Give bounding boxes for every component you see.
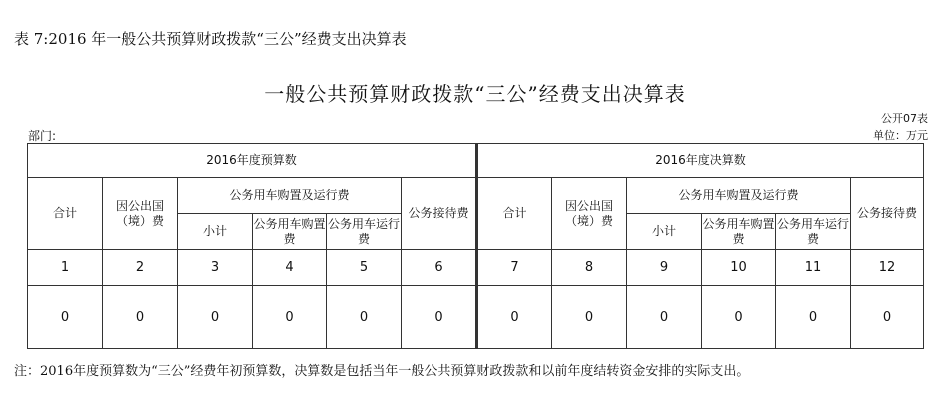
column-number: 2: [103, 250, 178, 286]
column-number: 5: [327, 250, 402, 286]
column-number: 9: [627, 250, 702, 286]
value-cell: 0: [28, 286, 103, 349]
column-number: 1: [28, 250, 103, 286]
column-header-row: [28, 178, 924, 214]
budget-vehicle-group-header: 公务用车购置及运行费: [178, 178, 402, 214]
final-group-header: 2016年度决算数: [477, 144, 924, 178]
budget-vehicle-purchase-header: 公务用车购置费: [253, 214, 327, 250]
final-vehicle-purchase-header: 公务用车购置费: [702, 214, 776, 250]
budget-total-header: 合计: [28, 178, 103, 250]
budget-subtotal-header: 小计: [178, 214, 253, 250]
final-total-header: 合计: [477, 178, 552, 250]
form-code: 公开07表: [881, 112, 928, 125]
value-cell: 0: [327, 286, 402, 349]
page-title: 一般公共预算财政拨款“三公”经费支出决算表: [264, 82, 686, 106]
value-cell: 0: [776, 286, 851, 349]
value-cell: 0: [253, 286, 327, 349]
value-cell: 0: [477, 286, 552, 349]
budget-vehicle-operation-header: 公务用车运行费: [327, 214, 402, 250]
value-cell: 0: [552, 286, 627, 349]
value-row: [28, 286, 924, 349]
group-header-row: [28, 144, 924, 178]
column-number: 6: [402, 250, 477, 286]
value-cell: 0: [702, 286, 776, 349]
department-label: 部门:: [28, 129, 57, 143]
value-cell: 0: [178, 286, 253, 349]
column-number: 7: [477, 250, 552, 286]
value-cell: 0: [103, 286, 178, 349]
document-heading: 表 7:2016 年一般公共预算财政拨款“三公”经费支出决算表: [14, 30, 407, 48]
column-number-row: [28, 250, 924, 286]
final-abroad-header: 因公出国（境）费: [552, 178, 627, 250]
column-number: 12: [851, 250, 924, 286]
budget-group-header: 2016年度预算数: [28, 144, 477, 178]
footnote: 注：2016年度预算数为“三公”经费年初预算数，决算数是包括当年一般公共预算财政拨款和以前年度结转资金安排的实际支出。: [14, 364, 750, 379]
budget-abroad-header: 因公出国（境）费: [103, 178, 178, 250]
expenditure-table: [27, 143, 924, 349]
final-vehicle-group-header: 公务用车购置及运行费: [627, 178, 851, 214]
budget-reception-header: 公务接待费: [402, 178, 477, 250]
value-cell: 0: [627, 286, 702, 349]
value-cell: 0: [851, 286, 924, 349]
final-vehicle-operation-header: 公务用车运行费: [776, 214, 851, 250]
unit-label: 单位：万元: [873, 129, 928, 142]
column-number: 3: [178, 250, 253, 286]
column-number: 8: [552, 250, 627, 286]
value-cell: 0: [402, 286, 477, 349]
final-subtotal-header: 小计: [627, 214, 702, 250]
column-number: 4: [253, 250, 327, 286]
column-number: 11: [776, 250, 851, 286]
final-reception-header: 公务接待费: [851, 178, 924, 250]
column-number: 10: [702, 250, 776, 286]
